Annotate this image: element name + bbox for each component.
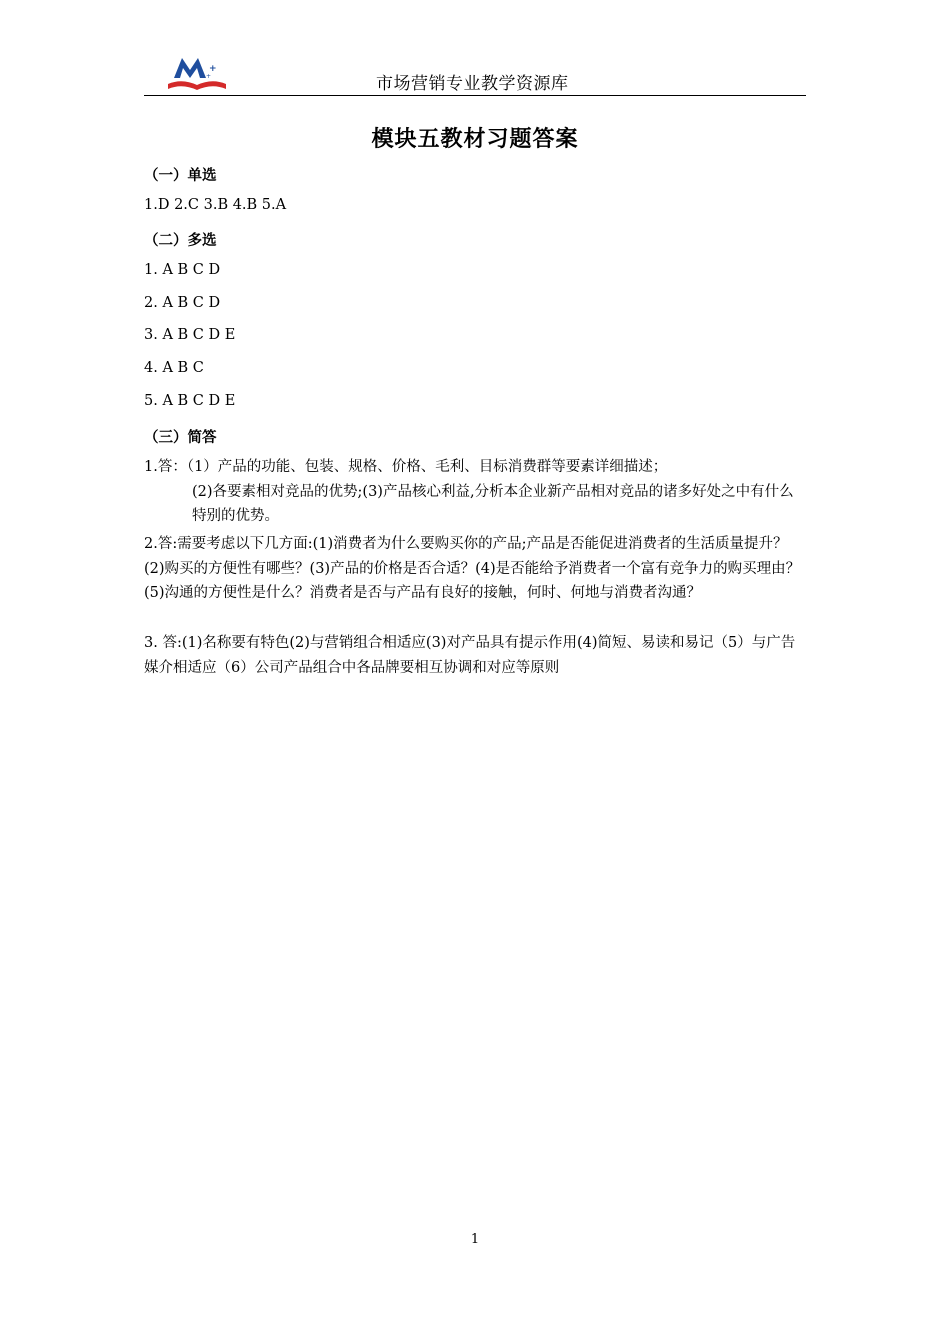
short-answer-3-text: 3. 答:(1)名称要有特色(2)与营销组合相适应(3)对产品具有提示作用(4)简短、易读和易记（5）与广告媒介相适应（6）公司产品组合中各品牌要相互协调和对应等原则 bbox=[144, 635, 796, 676]
multiple-answer-1: 1. A B C D bbox=[144, 262, 221, 278]
single-choice-answers: 1.D 2.C 3.B 4.B 5.A bbox=[144, 197, 287, 213]
multiple-answer-5: 5. A B C D E bbox=[144, 393, 236, 409]
short-answer-2 bbox=[144, 532, 808, 606]
short-answer-3 bbox=[144, 631, 808, 680]
short-answer-1-line2: (2)各要素相对竞品的优势;(3)产品核心利益,分析本企业新产品相对竞品的诸多好处之中有什么特别的优势。 bbox=[192, 483, 794, 524]
page-header bbox=[144, 50, 806, 96]
page-number: 1 bbox=[470, 1232, 480, 1247]
short-answer-1-line1: 1.答：（1）产品的功能、包装、规格、价格、毛利、目标消费群等要素详细描述； bbox=[144, 459, 668, 475]
svg-text:+: + bbox=[206, 73, 212, 80]
multiple-answer-4: 4. A B C bbox=[144, 360, 204, 376]
section-heading-multiple: （二）多选 bbox=[144, 233, 217, 249]
multiple-answer-3: 3. A B C D E bbox=[144, 327, 236, 343]
svg-text:+: + bbox=[209, 64, 217, 74]
document-title: 模块五教材习题答案 bbox=[371, 127, 579, 152]
header-title: 市场营销专业教学资源库 bbox=[376, 74, 569, 94]
short-answer-1 bbox=[144, 455, 808, 529]
mplus-book-logo-icon bbox=[166, 54, 228, 94]
multiple-answer-2: 2. A B C D bbox=[144, 295, 221, 311]
section-heading-single: （一）单选 bbox=[144, 168, 217, 184]
short-answer-2-text: 2.答:需要考虑以下几方面:(1)消费者为什么要购买你的产品;产品是否能促进消费者的生活质量提升？(2)购买的方便性有哪些？(3)产品的价格是否合适？(4)是否能给予消费者一个富有竞争力的购买理由？(5)沟通的方便性是什么？消费者是否与产品有良好的接触，何时、何地与消费者沟通？ bbox=[144, 536, 801, 601]
section-heading-short: （三）简答 bbox=[144, 430, 217, 446]
